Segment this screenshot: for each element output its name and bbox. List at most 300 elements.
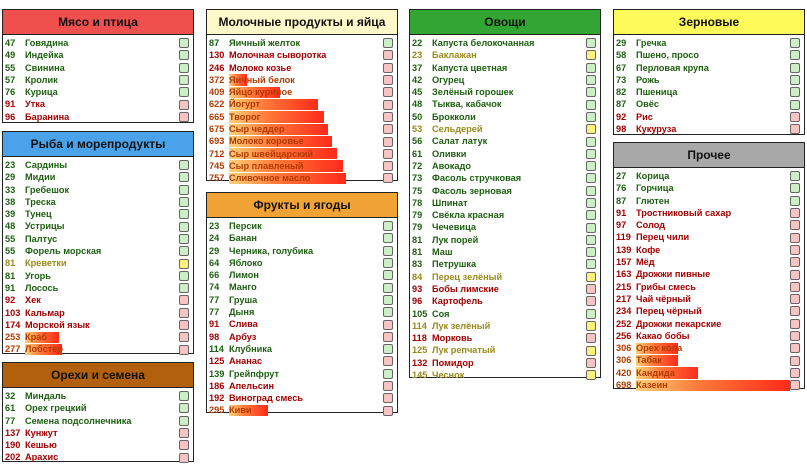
item-name: Ананас <box>229 356 263 367</box>
item-name: Яичный белок <box>229 74 295 85</box>
item-name: Лимон <box>229 270 259 281</box>
item-value: 53 <box>412 124 423 135</box>
item-value: 38 <box>5 196 16 207</box>
status-box-icon <box>383 38 393 48</box>
list-item <box>410 332 600 344</box>
list-item <box>3 86 193 98</box>
item-name: Какао бобы <box>636 330 690 341</box>
item-name: Грейпфрут <box>229 368 280 379</box>
panel-title: Рыба и морепродукты <box>3 132 193 157</box>
item-value: 29 <box>5 172 16 183</box>
list-item <box>3 270 193 282</box>
status-box-icon <box>790 282 800 292</box>
status-box-icon <box>383 270 393 280</box>
list-item <box>410 308 600 320</box>
item-name: Перец чили <box>636 232 690 243</box>
item-name: Черника, голубика <box>229 245 314 256</box>
item-name: Мёд <box>636 257 655 268</box>
item-value: 215 <box>616 281 632 292</box>
item-value: 66 <box>209 270 220 281</box>
item-value: 47 <box>5 38 16 48</box>
item-value: 87 <box>616 99 627 110</box>
status-box-icon <box>586 247 596 257</box>
status-box-icon <box>586 63 596 73</box>
item-name: Семена подсолнечника <box>25 415 132 426</box>
item-name: Кешью <box>25 440 57 451</box>
item-name: Яблоко <box>229 257 263 268</box>
status-box-icon <box>179 246 189 256</box>
item-name: Бобы лимские <box>432 283 499 294</box>
list-item <box>207 306 397 318</box>
status-box-icon <box>586 173 596 183</box>
list-item <box>3 319 193 331</box>
status-box-icon <box>179 50 189 60</box>
panel-veg <box>409 9 601 381</box>
item-name: Кукуруза <box>636 124 677 135</box>
item-value: 119 <box>616 232 631 243</box>
item-name: Креветки <box>25 258 67 269</box>
item-name: Молоко коровье <box>229 136 304 147</box>
status-box-icon <box>383 344 393 354</box>
item-value: 92 <box>616 111 627 122</box>
item-list <box>207 218 397 417</box>
item-value: 96 <box>412 296 423 307</box>
list-item <box>614 293 804 305</box>
list-item <box>207 355 397 367</box>
item-name: Лук зелёный <box>432 320 491 331</box>
list-item <box>3 343 193 355</box>
panel-title: Зерновые <box>614 10 804 35</box>
item-name: Тыква, кабачок <box>432 99 502 110</box>
status-box-icon <box>586 333 596 343</box>
item-value: 693 <box>209 136 225 147</box>
list-item <box>207 123 397 135</box>
item-name: Морской язык <box>25 319 90 330</box>
item-name: Рожь <box>636 74 660 85</box>
list-item <box>410 98 600 110</box>
item-value: 91 <box>5 99 16 110</box>
list-item <box>207 172 397 184</box>
item-name: Сардины <box>25 160 68 170</box>
status-box-icon <box>586 259 596 269</box>
status-box-icon <box>383 356 393 366</box>
list-item <box>3 390 193 402</box>
status-box-icon <box>790 100 800 110</box>
item-name: Йогурт <box>229 99 261 110</box>
list-item <box>3 451 193 463</box>
item-value: 157 <box>616 257 632 268</box>
item-list <box>410 35 600 381</box>
item-value: 77 <box>209 307 220 318</box>
status-box-icon <box>790 87 800 97</box>
item-name: Огурец <box>432 74 465 85</box>
item-value: 103 <box>5 307 21 318</box>
list-item <box>3 331 193 343</box>
list-item <box>3 111 193 123</box>
status-box-icon <box>586 161 596 171</box>
item-name: Сыр швейцарский <box>229 148 314 159</box>
item-name: Лосось <box>25 282 59 293</box>
item-name: Брокколи <box>432 111 476 122</box>
item-value: 186 <box>209 380 225 391</box>
item-value: 79 <box>412 222 423 233</box>
item-value: 145 <box>412 370 428 381</box>
item-value: 76 <box>616 183 627 194</box>
list-item <box>410 62 600 74</box>
list-item <box>3 62 193 74</box>
list-item <box>614 62 804 74</box>
item-name: Банан <box>229 233 257 244</box>
status-box-icon <box>383 149 393 159</box>
item-value: 37 <box>412 62 423 73</box>
status-box-icon <box>383 137 393 147</box>
status-box-icon <box>790 208 800 218</box>
item-name: Форель морская <box>25 246 102 257</box>
status-box-icon <box>790 233 800 243</box>
status-box-icon <box>179 63 189 73</box>
item-value: 132 <box>412 357 428 368</box>
item-name: Манго <box>229 282 257 293</box>
panel-fish <box>2 131 194 354</box>
status-box-icon <box>383 63 393 73</box>
status-box-icon <box>179 345 189 355</box>
item-value: 42 <box>412 74 423 85</box>
status-box-icon <box>586 210 596 220</box>
item-name: Угорь <box>25 270 51 281</box>
status-box-icon <box>790 294 800 304</box>
list-item <box>614 256 804 268</box>
item-name: Тростниковый сахар <box>636 207 732 218</box>
list-item <box>207 160 397 172</box>
list-item <box>614 170 804 182</box>
item-name: Виноград смесь <box>229 393 304 404</box>
item-value: 295 <box>209 405 225 416</box>
item-name: Глютен <box>636 195 670 206</box>
item-name: Слива <box>229 319 258 330</box>
item-value: 98 <box>209 331 220 342</box>
item-name: Говядина <box>25 38 69 48</box>
item-value: 83 <box>412 259 423 270</box>
status-box-icon <box>790 245 800 255</box>
status-box-icon <box>586 112 596 122</box>
item-value: 78 <box>412 197 423 208</box>
status-box-icon <box>790 38 800 48</box>
status-box-icon <box>790 171 800 181</box>
list-item <box>207 281 397 293</box>
list-item <box>614 86 804 98</box>
list-item <box>410 74 600 86</box>
item-name: Капуста цветная <box>432 62 508 73</box>
item-value: 22 <box>412 38 423 48</box>
item-name: Кальмар <box>25 307 65 318</box>
status-box-icon <box>383 173 393 183</box>
item-list <box>3 35 193 123</box>
item-value: 114 <box>412 320 427 331</box>
list-item <box>3 282 193 294</box>
item-name: Груша <box>229 294 258 305</box>
list-item <box>207 404 397 416</box>
item-value: 163 <box>616 269 632 280</box>
status-box-icon <box>179 332 189 342</box>
list-item <box>207 86 397 98</box>
item-value: 125 <box>412 345 428 356</box>
item-name: Рис <box>636 111 653 122</box>
status-box-icon <box>790 220 800 230</box>
item-name: Оливки <box>432 148 467 159</box>
item-value: 81 <box>5 270 16 281</box>
item-name: Картофель <box>432 296 483 307</box>
list-item <box>3 196 193 208</box>
status-box-icon <box>383 246 393 256</box>
item-name: Треска <box>25 196 56 207</box>
item-name: Овёс <box>636 99 660 110</box>
item-name: Апельсин <box>229 380 275 391</box>
item-name: Солод <box>636 220 666 231</box>
item-value: 253 <box>5 332 21 343</box>
list-item <box>614 98 804 110</box>
item-name: Сельдерей <box>432 124 483 135</box>
status-box-icon <box>383 161 393 171</box>
list-item <box>410 246 600 258</box>
item-value: 252 <box>616 318 632 329</box>
item-name: Помидор <box>432 357 474 368</box>
list-item <box>410 86 600 98</box>
item-name: Грибы смесь <box>636 281 696 292</box>
status-box-icon <box>790 368 800 378</box>
status-box-icon <box>790 196 800 206</box>
list-item <box>3 49 193 61</box>
status-box-icon <box>383 112 393 122</box>
list-item <box>207 232 397 244</box>
item-name: Баранина <box>25 111 70 122</box>
list-item <box>410 369 600 381</box>
item-value: 87 <box>616 195 627 206</box>
list-item <box>614 123 804 135</box>
list-item <box>614 37 804 49</box>
item-name: Молочная сыворотка <box>229 50 327 61</box>
list-item <box>3 233 193 245</box>
item-name: Молоко козье <box>229 62 292 73</box>
list-item <box>3 159 193 171</box>
item-value: 76 <box>5 87 16 98</box>
status-box-icon <box>586 284 596 294</box>
item-value: 118 <box>412 333 427 344</box>
status-box-icon <box>383 307 393 317</box>
status-box-icon <box>179 283 189 293</box>
status-box-icon <box>586 198 596 208</box>
list-item <box>207 392 397 404</box>
list-item <box>410 123 600 135</box>
item-list <box>207 35 397 185</box>
list-item <box>410 320 600 332</box>
item-name: Баклажан <box>432 50 477 61</box>
item-value: 139 <box>616 244 632 255</box>
status-box-icon <box>790 380 800 390</box>
list-item <box>3 245 193 257</box>
list-item <box>614 367 804 379</box>
status-box-icon <box>383 406 393 416</box>
list-item <box>207 62 397 74</box>
panel-meat <box>2 9 194 123</box>
list-item <box>614 305 804 317</box>
item-name: Тунец <box>25 209 52 220</box>
list-item <box>614 195 804 207</box>
list-item <box>207 220 397 232</box>
item-value: 39 <box>5 209 16 220</box>
item-name: Кунжут <box>25 427 58 438</box>
status-box-icon <box>179 100 189 110</box>
item-name: Лобстер <box>25 344 63 355</box>
item-value: 74 <box>209 282 220 293</box>
item-value: 93 <box>412 283 423 294</box>
status-box-icon <box>179 185 189 195</box>
item-value: 23 <box>5 160 16 170</box>
status-box-icon <box>179 428 189 438</box>
item-value: 114 <box>209 343 224 354</box>
status-box-icon <box>383 75 393 85</box>
panel-title: Прочее <box>614 143 804 168</box>
status-box-icon <box>790 75 800 85</box>
item-value: 139 <box>209 368 225 379</box>
status-box-icon <box>790 331 800 341</box>
item-value: 45 <box>412 87 423 98</box>
item-value: 50 <box>412 111 423 122</box>
item-value: 29 <box>616 38 627 48</box>
item-value: 137 <box>5 427 21 438</box>
status-box-icon <box>586 186 596 196</box>
item-name: Дрожжи пивные <box>636 269 711 280</box>
item-name: Устрицы <box>25 221 65 232</box>
item-value: 64 <box>209 257 220 268</box>
list-item <box>410 271 600 283</box>
list-item <box>207 98 397 110</box>
list-item <box>410 344 600 356</box>
status-box-icon <box>383 87 393 97</box>
item-value: 77 <box>5 415 16 426</box>
item-name: Мидии <box>25 172 56 183</box>
item-value: 202 <box>5 452 21 463</box>
item-value: 61 <box>412 148 423 159</box>
list-item <box>614 330 804 342</box>
status-box-icon <box>790 356 800 366</box>
item-name: Дрожжи пекарские <box>636 318 722 329</box>
status-box-icon <box>586 50 596 60</box>
list-item <box>614 74 804 86</box>
item-name: Корица <box>636 171 670 181</box>
status-box-icon <box>179 38 189 48</box>
item-value: 91 <box>209 319 220 330</box>
item-name: Сыр чеддер <box>229 124 285 135</box>
item-value: 55 <box>5 233 16 244</box>
list-item <box>614 379 804 391</box>
item-name: Дыня <box>229 307 255 318</box>
item-name: Пшеница <box>636 87 678 98</box>
item-name: Маш <box>432 247 453 258</box>
item-value: 24 <box>209 233 220 244</box>
item-value: 33 <box>5 184 16 195</box>
status-box-icon <box>383 332 393 342</box>
item-value: 57 <box>5 74 16 85</box>
list-item <box>3 98 193 110</box>
item-value: 79 <box>412 210 423 221</box>
status-box-icon <box>586 370 596 380</box>
list-item <box>3 184 193 196</box>
item-name: Персик <box>229 221 262 231</box>
list-item <box>3 294 193 306</box>
status-box-icon <box>790 257 800 267</box>
list-item <box>614 49 804 61</box>
status-box-icon <box>790 124 800 134</box>
item-name: Индейка <box>25 50 64 61</box>
item-value: 55 <box>5 62 16 73</box>
item-value: 98 <box>616 124 627 135</box>
item-name: Фасоль стручковая <box>432 173 522 184</box>
panel-fruit <box>206 192 398 416</box>
item-value: 58 <box>616 50 627 61</box>
list-item <box>410 172 600 184</box>
item-name: Яичный желток <box>229 38 301 48</box>
item-value: 96 <box>5 111 16 122</box>
item-name: Петрушка <box>432 259 477 270</box>
item-list <box>614 168 804 391</box>
panel-title: Овощи <box>410 10 600 35</box>
list-item <box>614 354 804 366</box>
item-value: 675 <box>209 124 225 135</box>
item-name: Фасоль зерновая <box>432 185 512 196</box>
list-item <box>3 402 193 414</box>
item-value: 67 <box>616 62 627 73</box>
item-value: 409 <box>209 87 225 98</box>
item-name: Пшено, просо <box>636 50 700 61</box>
status-box-icon <box>586 358 596 368</box>
list-item <box>614 207 804 219</box>
item-value: 745 <box>209 160 225 171</box>
item-value: 84 <box>412 271 423 282</box>
panel-grain <box>613 9 805 135</box>
item-list <box>3 388 193 464</box>
item-name: Киви <box>229 405 252 416</box>
status-box-icon <box>383 50 393 60</box>
status-box-icon <box>586 75 596 85</box>
list-item <box>410 37 600 49</box>
item-value: 23 <box>412 50 423 61</box>
item-value: 91 <box>5 282 16 293</box>
item-value: 55 <box>5 246 16 257</box>
list-item <box>410 295 600 307</box>
status-box-icon <box>179 271 189 281</box>
list-item <box>3 171 193 183</box>
list-item <box>614 219 804 231</box>
list-item <box>410 283 600 295</box>
status-box-icon <box>383 233 393 243</box>
status-box-icon <box>179 160 189 170</box>
item-value: 81 <box>412 234 423 245</box>
status-box-icon <box>586 321 596 331</box>
list-item <box>410 185 600 197</box>
item-name: Арахис <box>25 452 59 463</box>
item-name: Краб <box>25 332 48 343</box>
item-value: 91 <box>616 207 627 218</box>
item-name: Перловая крупа <box>636 62 709 73</box>
item-name: Арбуз <box>229 331 257 342</box>
status-box-icon <box>383 295 393 305</box>
item-value: 77 <box>209 294 220 305</box>
list-item <box>207 49 397 61</box>
list-item <box>207 343 397 355</box>
item-value: 29 <box>209 245 220 256</box>
list-item <box>614 244 804 256</box>
item-value: 81 <box>412 247 423 258</box>
